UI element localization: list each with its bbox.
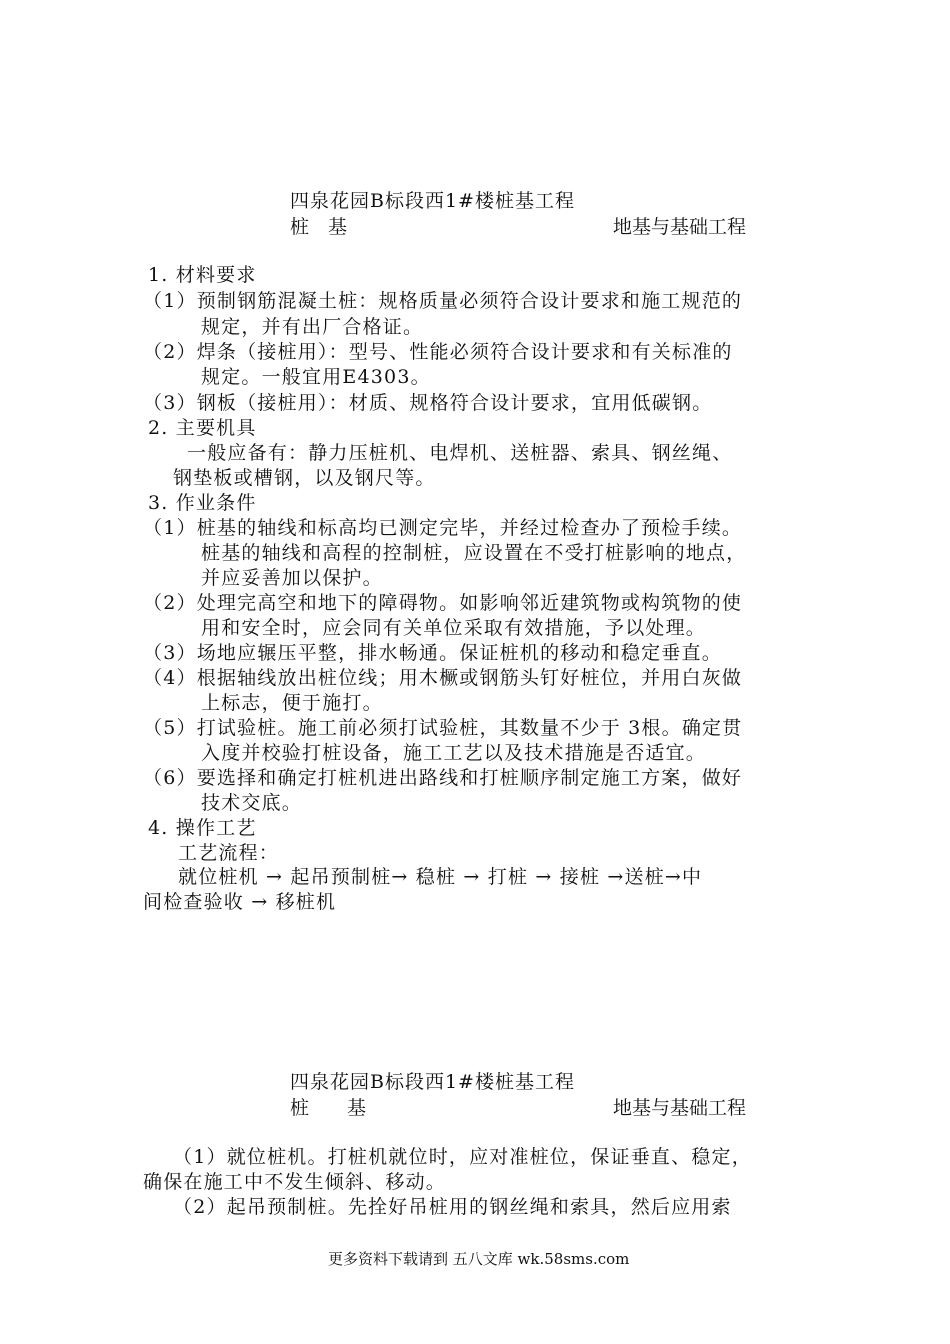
s3-item4-line2: 上标志，便于施打。 [201, 692, 383, 714]
s1-item1-line1: （1）预制钢筋混凝土桩：规格质量必须符合设计要求和施工规范的 [143, 290, 743, 312]
s3-item3: （3）场地应辗压平整，排水畅通。保证桩机的移动和稳定垂直。 [143, 642, 722, 664]
page2-para1-line1: （1）就位桩机。打桩机就位时，应对准桩位，保证垂直、稳定， [173, 1146, 752, 1168]
s3-item5-line1: （5）打试验桩。施工前必须打试验桩，其数量不少于 3根。确定贯 [143, 717, 743, 739]
s1-item1-line2: 规定，并有出厂合格证。 [201, 316, 424, 338]
s3-item1-line3: 并应妥善加以保护。 [201, 567, 383, 589]
s4-flow-label: 工艺流程： [178, 842, 280, 864]
s3-item1-line2: 桩基的轴线和高程的控制桩，应设置在不受打桩影响的地点， [201, 542, 747, 564]
section-4-heading: 4. 操作工艺 [148, 817, 257, 839]
s3-item1-line1: （1）桩基的轴线和标高均已测定完毕，并经过检查办了预检手续。 [143, 517, 743, 539]
s3-item2-line1: （2）处理完高空和地下的障碍物。如影响邻近建筑物或构筑物的使 [143, 592, 743, 614]
s3-item5-line2: 入度并校验打桩设备，施工工艺以及技术措施是否适宜。 [201, 742, 707, 764]
s1-item2-line2: 规定。一般宜用E4303。 [201, 366, 431, 388]
page2-category-left: 桩 基 [290, 1097, 367, 1119]
page1-category-right: 地基与基础工程 [613, 216, 747, 238]
section-1-heading: 1. 材料要求 [148, 264, 257, 286]
s3-item6-line2: 技术交底。 [201, 792, 303, 814]
page2-para2-line1: （2）起吊预制桩。先拴好吊桩用的钢丝绳和索具，然后应用索 [173, 1196, 732, 1218]
section-2-heading: 2. 主要机具 [148, 417, 257, 439]
s4-flow-line2: 间检查验收 → 移桩机 [143, 891, 337, 913]
s1-item2-line1: （2）焊条（接桩用）：型号、性能必须符合设计要求和有关标准的 [143, 341, 733, 363]
s1-item3: （3）钢板（接桩用）：材质、规格符合设计要求，宜用低碳钢。 [143, 392, 713, 414]
page1-category-left: 桩 基 [290, 216, 348, 238]
page2-category-right: 地基与基础工程 [613, 1097, 747, 1119]
page2-title: 四泉花园B标段西1#楼桩基工程 [290, 1071, 575, 1093]
section-3-heading: 3. 作业条件 [148, 492, 257, 514]
footer-download-note: 更多资料下载请到 五八文库 wk.58sms.com [328, 1250, 630, 1268]
page2-para1-line2: 确保在施工中不发生倾斜、移动。 [143, 1171, 447, 1193]
s3-item4-line1: （4）根据轴线放出桩位线；用木橛或钢筋头钉好桩位，并用白灰做 [143, 667, 743, 689]
s2-para-line2: 钢垫板或槽钢，以及钢尺等。 [173, 467, 436, 489]
page1-title: 四泉花园B标段西1#楼桩基工程 [290, 190, 575, 212]
s2-para-line1: 一般应备有：静力压桩机、电焊机、送桩器、索具、钢丝绳、 [187, 442, 733, 464]
s3-item6-line1: （6）要选择和确定打桩机进出路线和打桩顺序制定施工方案，做好 [143, 767, 743, 789]
s4-flow-line1: 就位桩机 → 起吊预制桩→ 稳桩 → 打桩 → 接桩 →送桩→中 [178, 866, 703, 888]
s3-item2-line2: 用和安全时，应会同有关单位采取有效措施，予以处理。 [201, 617, 707, 639]
